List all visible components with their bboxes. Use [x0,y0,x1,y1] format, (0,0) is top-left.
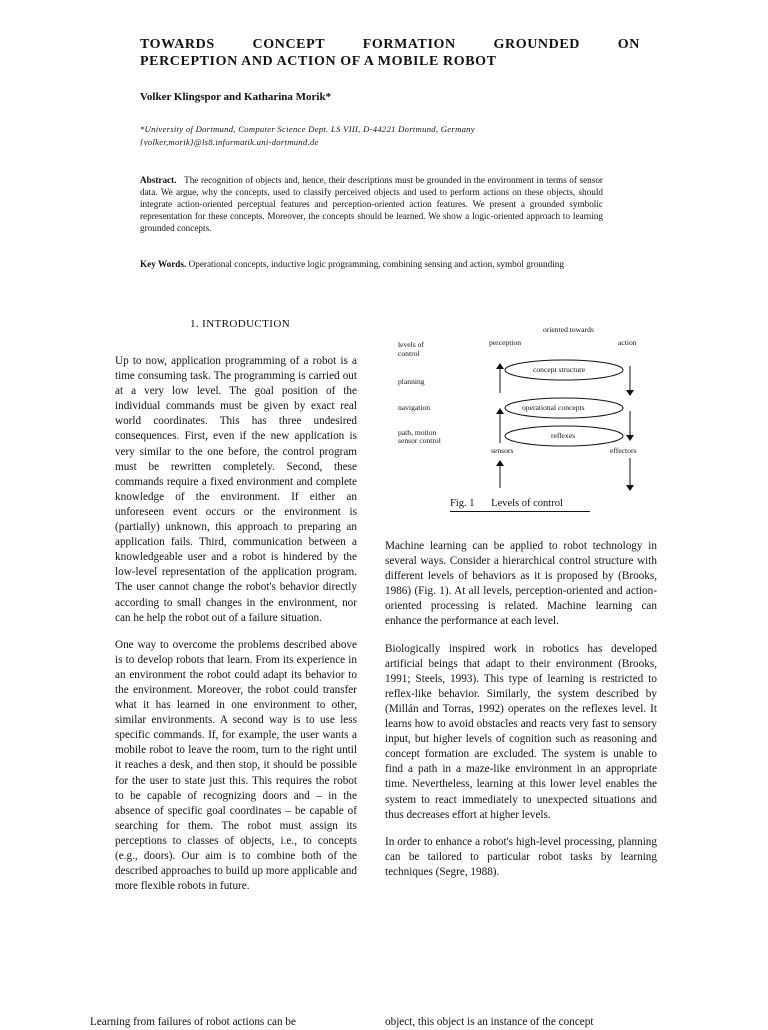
paragraph: One way to overcome the problems described above is to develop robots that learn. From its experience in an environment the robot could adapt its behavior to the environment. Moreover, the robot could transfer what it has learned in one environment to other, similar environments. A second way is to use less specific commands. If, for example, the user wants a mobile robot to leave the room, turn to the right until it reaches a desk, and then stop, it should be possible for the user to state just this. This requires the robot to be capable of recognizing doors and – in the absence of specific goal coordinates – be capable of searching for them. The robot must assign its perceptions to classes of objects, i.e., to concepts (e.g., doors). Our aim is to combine both of the described approaches to build up more applicable and more flexible robots in future. [115,638,357,893]
left-column [115,354,357,906]
figure-diagram [388,318,658,498]
abstract-text: The recognition of objects and, hence, their descriptions must be grounded in the environment in terms of sensor data. We argue, why the concepts, used to classify perceived objects and used to perform actions on these objects, should integrate action-oriented perceptual features and perception-oriented action features. We present a grounded symbolic representation for these concepts. Moreover, the concepts should be learned. We show a logic-oriented approach to learning grounded concepts. [140,175,603,233]
paragraph: Biologically inspired work in robotics has developed artificial beings that adapt to their environment (Brooks, 1991; Steels, 1993). This type of learning is restricted to reflex-like behavior. Similarly, the system described by (Millán and Torras, 1992) operates on the reflexes level. It learns how to avoid obstacles and reacts very fast to sensory input, but higher levels of cognition such as reasoning and concept formation are excluded. The system is unable to find a path in a maze-like environment in an appropriate time. Nevertheless, learning at this lower level enables the system to react immediately to unexpected situations and thus decreases effort at higher levels. [385,642,657,821]
figure-levels-of-control [388,318,658,518]
keywords-text: Operational concepts, inductive logic programming, combining sensing and action, symbol grounding [188,259,564,269]
keywords-label: Key Words. [140,259,187,269]
section-heading-introduction: 1. INTRODUCTION [189,318,291,330]
figure-caption-text: Levels of control [491,498,563,509]
oriented-towards-label: oriented towards [543,325,594,334]
levels-label-line1: levels of [398,340,424,349]
operational-concepts-label: operational concepts [522,403,585,412]
author-emails: {volker,morik}@ls8.informatik.uni-dortmund.de [140,137,319,147]
figure-caption [450,498,590,512]
sensors-label: sensors [491,446,514,455]
levels-label-line2: control [398,349,420,358]
perception-label: perception [489,338,522,347]
path-motion-label: path, motion [398,428,437,437]
abstract-label: Abstract. [140,175,177,185]
sensor-control-label: sensor control [398,436,441,445]
title-line-1: TOWARDS CONCEPT FORMATION GROUNDED ON [140,37,640,52]
navigation-label: navigation [398,403,431,412]
effectors-label: effectors [610,446,637,455]
right-column-continued: object, this object is an instance of the concept [385,1016,594,1028]
keywords [140,258,603,270]
planning-label: planning [398,377,425,386]
paragraph: In order to enhance a robot's high-level processing, planning can be tailored to particular robot tasks by learning techniques (Segre, 1988). [385,835,657,878]
title-line-2: PERCEPTION AND ACTION OF A MOBILE ROBOT [140,54,497,69]
abstract [140,174,603,234]
affiliation [140,123,610,149]
paper-title [140,36,640,70]
affiliation-line: *University of Dortmund, Computer Science Dept. LS VIII, D-44221 Dortmund, Germany [140,124,475,134]
authors: Volker Klingspor and Katharina Morik* [140,91,332,103]
action-label: action [618,338,637,347]
paragraph: Machine learning can be applied to robot technology in several ways. Consider a hierarchical control structure with different levels of behaviors as it is proposed by (Brooks, 1986) (Fig. 1). At all levels, perception-oriented and action-oriented processing is related. Machine learning can enhance the performance at each level. [385,540,657,628]
paragraph: Up to now, application programming of a robot is a time consuming task. The programming is carried out at a very low level. The goal position of the individual commands must be given by exact real world coordinates. This has three undesired consequences. First, even if the new application is very similar to the one before, the control program must be rewritten completely. Second, these commands require a fixed environment and complete knowledge of the environment. If either an unforeseen event occurs or the environment is (partially) unknown, this approach to preparing an application fails. Third, communication between a knowledgeable user and a robot is hindered by the low-level representation of the application program. The user cannot change the robot's behavior directly according to small changes in the environment, nor can he help the robot out of a failure situation. [115,355,357,624]
right-column [385,539,657,892]
left-column-continued: Learning from failures of robot actions can be [90,1016,296,1028]
reflexes-label: reflexes [551,431,576,440]
figure-number: Fig. 1 [450,498,475,509]
concept-structure-label: concept structure [533,365,586,374]
